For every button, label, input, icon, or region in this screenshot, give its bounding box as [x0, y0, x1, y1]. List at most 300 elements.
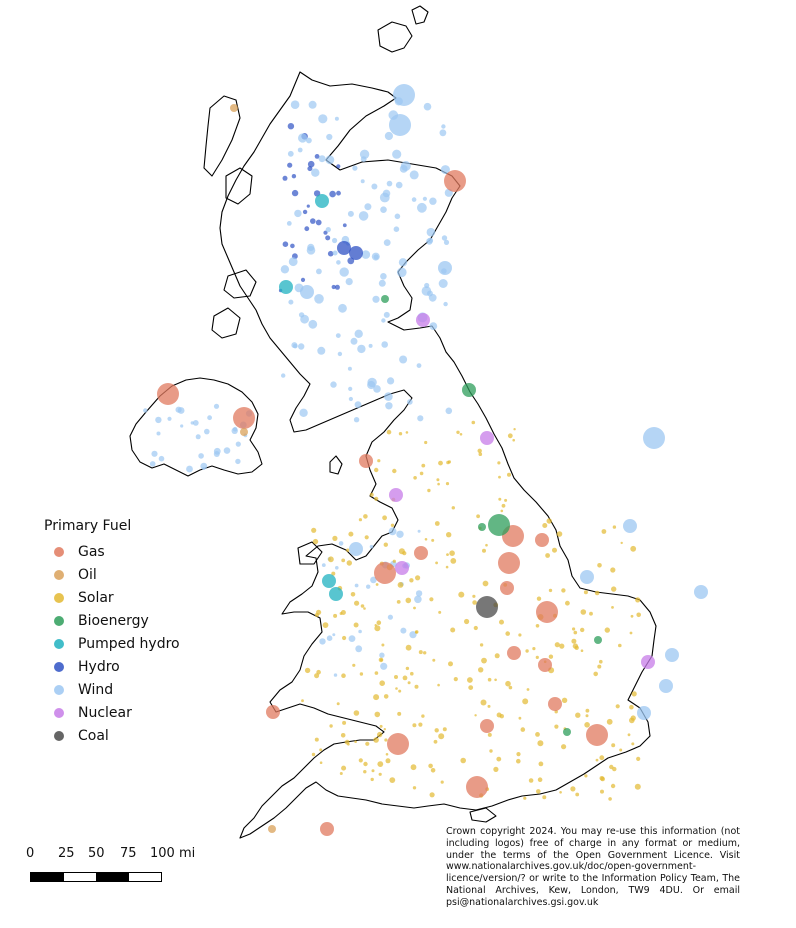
plant-marker-wind [364, 203, 371, 210]
plant-marker-wind [379, 653, 384, 658]
plant-marker-wind [389, 528, 397, 536]
plant-marker-solar [411, 764, 417, 770]
plant-marker-solar [340, 772, 343, 775]
plant-marker-solar [496, 757, 501, 762]
legend-items [44, 540, 234, 747]
plant-marker-hydro [316, 220, 322, 226]
plant-marker-wind [299, 409, 307, 417]
plant-marker-hydro [292, 190, 298, 196]
plant-marker-hydro [301, 278, 305, 282]
plant-marker-wind [384, 312, 390, 318]
plant-marker-solar [421, 464, 425, 468]
plant-marker-wind [196, 434, 201, 439]
plant-marker-wind [311, 169, 319, 177]
plant-marker-solar [373, 694, 379, 700]
plant-marker-pumped-hydro [315, 194, 329, 208]
plant-marker-wind [338, 352, 342, 356]
plant-marker-wind [322, 563, 326, 567]
plant-marker-solar [522, 698, 528, 704]
plant-marker-solar [488, 733, 492, 737]
plant-marker-solar [508, 433, 513, 438]
plant-marker-wind [439, 279, 448, 288]
plant-marker-solar [497, 461, 500, 464]
scale-bar [22, 846, 202, 896]
plant-marker-solar [443, 727, 447, 731]
plant-marker-wind [371, 184, 377, 190]
legend-label: Coal [78, 727, 109, 744]
plant-marker-solar [437, 483, 440, 486]
plant-marker-wind [186, 466, 193, 473]
plant-marker-solar [386, 758, 391, 763]
map-legend [44, 518, 234, 747]
scale-label-75: 75 [120, 846, 137, 861]
plant-marker-hydro [325, 235, 330, 240]
plant-marker-solar [315, 738, 319, 742]
plant-marker-solar [380, 725, 383, 728]
plant-marker-solar [516, 752, 520, 756]
great-britain-outline [220, 72, 656, 838]
plant-marker-wind [346, 278, 353, 285]
plant-marker-solar [629, 705, 634, 710]
plant-marker-hydro [329, 191, 336, 198]
plant-marker-solar [354, 601, 359, 606]
plant-marker-wind [384, 239, 391, 246]
plant-marker-wind [340, 267, 349, 276]
plant-marker-wind [385, 132, 393, 140]
plant-marker-solar [436, 478, 439, 481]
scale-label-100: 100 mi [150, 846, 196, 861]
plant-marker-wind [308, 320, 317, 329]
plant-marker-solar [370, 493, 374, 497]
plant-marker-solar [636, 757, 640, 761]
plant-marker-wind [155, 417, 161, 423]
legend-swatch [54, 547, 64, 557]
plant-marker-solar [329, 724, 332, 727]
plant-marker-solar [499, 620, 504, 625]
plant-marker-solar [575, 646, 579, 650]
legend-item-gas [44, 540, 234, 563]
plant-marker-solar [561, 744, 566, 749]
plant-marker-solar [381, 644, 384, 647]
legend-item-bioenergy [44, 609, 234, 632]
plant-marker-solar [377, 620, 382, 625]
plant-marker-solar [398, 690, 401, 693]
plant-marker-solar [352, 664, 355, 667]
copyright-notice: Crown copyright 2024. You may re-use this information (not including logos) free of charge in any format or medium, under the terms of the Open Government Licence. Visit www.nationalarchives.gov.uk/doc/open-government-licence/version/? or write to the Information Policy Team, The National Archives, Kew, London, TW9 4DU. Or email psi@nationalarchives.gsi.gov.uk [446, 826, 740, 908]
legend-item-pumped-hydro [44, 632, 234, 655]
plant-marker-solar [373, 737, 379, 743]
plant-marker-wind [423, 197, 427, 201]
legend-item-solar [44, 586, 234, 609]
plant-marker-solar [371, 778, 374, 781]
legend-swatch [54, 639, 64, 649]
plant-marker-wind [361, 156, 367, 162]
scale-label-25: 25 [58, 846, 75, 861]
plant-marker-solar [488, 678, 492, 682]
scale-segment [64, 873, 97, 881]
legend-label: Gas [78, 543, 105, 560]
plant-marker-solar [384, 738, 387, 741]
plant-marker-wind [387, 377, 394, 384]
plant-marker-wind [299, 312, 304, 317]
plant-marker-oil [240, 428, 248, 436]
plant-marker-wind [326, 155, 335, 164]
plant-marker-solar [420, 472, 424, 476]
islay-outline [212, 308, 240, 338]
plant-marker-solar [468, 685, 473, 690]
plant-marker-wind [370, 545, 374, 549]
plant-marker-wind [330, 381, 336, 387]
plant-marker-solar [346, 549, 349, 552]
legend-swatch [54, 708, 64, 718]
plant-marker-wind [388, 615, 393, 620]
plant-marker-wind [334, 673, 337, 676]
plant-marker-solar [575, 793, 579, 797]
plant-marker-solar [635, 597, 640, 602]
plant-marker-wind [389, 114, 411, 136]
plant-marker-wind [429, 294, 437, 302]
plant-marker-solar [421, 714, 424, 717]
plant-marker-solar [384, 694, 389, 699]
plant-marker-solar [374, 468, 378, 472]
plant-marker-wind [417, 203, 427, 213]
plant-marker-wind [287, 221, 292, 226]
legend-label: Pumped hydro [78, 635, 180, 652]
plant-marker-wind [372, 253, 380, 261]
plant-marker-hydro [337, 241, 351, 255]
plant-marker-wind [665, 648, 679, 662]
plant-marker-hydro [343, 223, 347, 227]
plant-marker-wind [416, 590, 422, 596]
plant-marker-solar [446, 532, 451, 537]
plant-marker-pumped-hydro [329, 587, 343, 601]
plant-marker-wind [332, 633, 335, 636]
plant-marker-solar [435, 521, 440, 526]
plant-marker-wind [326, 134, 332, 140]
plant-marker-solar [446, 482, 449, 485]
plant-marker-hydro [307, 166, 312, 171]
plant-marker-wind [381, 318, 385, 322]
plant-marker-wind [198, 453, 204, 459]
legend-item-coal [44, 724, 234, 747]
plant-marker-solar [599, 755, 604, 760]
plant-marker-solar [337, 702, 340, 705]
plant-marker-solar [415, 575, 420, 580]
legend-label: Hydro [78, 658, 120, 675]
plant-marker-solar [599, 660, 603, 664]
plant-marker-wind [407, 399, 413, 405]
plant-marker-wind [281, 265, 289, 273]
plant-marker-wind [191, 421, 194, 424]
plant-marker-solar [391, 524, 394, 527]
plant-marker-wind [424, 103, 432, 111]
plant-marker-solar [458, 592, 464, 598]
plant-marker-solar [354, 623, 359, 628]
plant-marker-solar [521, 727, 526, 732]
plant-marker-bioenergy [478, 523, 486, 531]
plant-marker-solar [456, 431, 459, 434]
plant-marker-solar [605, 627, 610, 632]
plant-marker-solar [363, 762, 367, 766]
plant-marker-wind [373, 385, 381, 393]
plant-marker-bioenergy [462, 383, 476, 397]
plant-marker-wind [369, 344, 373, 348]
plant-marker-gas [480, 719, 494, 733]
plant-marker-solar [584, 774, 587, 777]
plant-marker-solar [448, 661, 453, 666]
plant-marker-solar [375, 712, 381, 718]
plant-marker-wind [387, 181, 393, 187]
plant-marker-solar [632, 691, 637, 696]
plant-marker-solar [431, 539, 434, 542]
plant-marker-hydro [336, 164, 340, 168]
plant-marker-wind [294, 210, 301, 217]
plant-marker-solar [636, 613, 641, 618]
plant-marker-wind [336, 333, 341, 338]
plant-marker-solar [536, 624, 540, 628]
plant-marker-solar [408, 681, 411, 684]
plant-marker-wind [318, 114, 327, 123]
plant-marker-solar [611, 784, 615, 788]
plant-marker-solar [538, 777, 543, 782]
plant-marker-solar [347, 560, 352, 565]
plant-marker-solar [575, 713, 580, 718]
plant-marker-hydro [283, 241, 289, 247]
plant-marker-solar [363, 514, 368, 519]
plant-marker-solar [509, 686, 513, 690]
plant-marker-wind [352, 166, 357, 171]
legend-label: Solar [78, 589, 114, 606]
plant-marker-gas [536, 601, 558, 623]
plant-marker-hydro [287, 163, 292, 168]
plant-marker-wind [355, 401, 362, 408]
scale-label-50: 50 [88, 846, 105, 861]
plant-marker-solar [502, 504, 506, 508]
plant-marker-wind [298, 343, 304, 349]
plant-marker-solar [354, 740, 357, 743]
plant-marker-solar [586, 714, 589, 717]
plant-marker-solar [597, 563, 602, 568]
plant-marker-oil [268, 825, 276, 833]
plant-marker-wind [288, 151, 294, 157]
plant-marker-solar [483, 581, 489, 587]
plant-marker-solar [446, 553, 449, 556]
plant-marker-wind [316, 269, 322, 275]
scale-segment [129, 873, 162, 881]
plant-marker-solar [363, 770, 366, 773]
plant-marker-gas [320, 822, 334, 836]
plant-marker-solar [418, 723, 422, 727]
plant-marker-gas [359, 454, 373, 468]
scale-segment [31, 873, 64, 881]
plant-marker-wind [339, 541, 344, 546]
plant-marker-coal [476, 596, 498, 618]
plant-marker-solar [498, 476, 501, 479]
plant-marker-solar [559, 644, 564, 649]
legend-label: Nuclear [78, 704, 132, 721]
plant-marker-wind [349, 542, 363, 556]
legend-swatch [54, 685, 64, 695]
plant-marker-solar [478, 667, 483, 672]
plant-marker-solar [545, 553, 550, 558]
plant-marker-solar [565, 601, 570, 606]
plant-marker-solar [547, 518, 552, 523]
plant-marker-solar [479, 452, 483, 456]
plant-marker-solar [518, 633, 521, 636]
plant-marker-solar [472, 595, 475, 598]
plant-marker-solar [597, 665, 601, 669]
plant-marker-solar [489, 749, 492, 752]
plant-marker-solar [377, 761, 383, 767]
plant-marker-solar [428, 764, 433, 769]
plant-marker-gas [535, 533, 549, 547]
plant-marker-wind [380, 206, 387, 213]
plant-marker-solar [363, 607, 366, 610]
plant-marker-solar [493, 767, 498, 772]
plant-marker-solar [315, 613, 319, 617]
plant-marker-solar [581, 609, 587, 615]
plant-marker-solar [536, 789, 541, 794]
plant-marker-wind [380, 663, 387, 670]
plant-marker-wind [214, 448, 221, 455]
plant-marker-solar [516, 759, 521, 764]
plant-marker-solar [397, 712, 401, 716]
plant-marker-solar [630, 632, 633, 635]
plant-marker-wind [167, 417, 171, 421]
plant-marker-solar [450, 628, 455, 633]
plant-marker-wind [381, 341, 388, 348]
plant-marker-solar [423, 651, 426, 654]
plant-marker-gas [266, 705, 280, 719]
plant-marker-hydro [303, 210, 307, 214]
plant-marker-solar [394, 675, 398, 679]
plant-marker-solar [341, 733, 346, 738]
plant-marker-wind [288, 300, 293, 305]
plant-marker-solar [472, 421, 476, 425]
plant-marker-solar [494, 679, 497, 682]
plant-marker-wind [355, 645, 362, 652]
plant-marker-wind [204, 429, 210, 435]
plant-marker-solar [351, 592, 356, 597]
plant-marker-wind [441, 124, 445, 128]
plant-marker-solar [384, 728, 386, 730]
plant-marker-wind [348, 367, 352, 371]
plant-marker-solar [446, 461, 450, 465]
plant-marker-pumped-hydro [279, 280, 293, 294]
plant-marker-solar [481, 658, 487, 664]
plant-marker-solar [341, 766, 346, 771]
plant-marker-solar [395, 687, 398, 690]
plant-marker-solar [359, 758, 363, 762]
plant-marker-solar [413, 476, 417, 480]
plant-marker-solar [412, 723, 416, 727]
plant-marker-solar [536, 656, 539, 659]
plant-marker-solar [379, 680, 385, 686]
plant-marker-wind [335, 566, 339, 570]
plant-marker-wind [357, 345, 365, 353]
plant-marker-nuclear [641, 655, 655, 669]
plant-marker-solar [616, 704, 620, 708]
plant-marker-wind [202, 467, 205, 470]
plant-marker-nuclear [416, 313, 430, 327]
plant-marker-solar [399, 432, 402, 435]
legend-swatch [54, 593, 64, 603]
plant-marker-solar [438, 733, 444, 739]
plant-marker-solar [435, 728, 439, 732]
plant-marker-wind [438, 261, 452, 275]
plant-marker-solar [377, 732, 382, 737]
plant-marker-solar [584, 722, 590, 728]
plant-marker-solar [374, 497, 378, 501]
plant-marker-wind [392, 150, 401, 159]
plant-marker-wind [298, 148, 303, 153]
legend-item-wind [44, 678, 234, 701]
plant-marker-solar [580, 628, 584, 632]
plant-marker-solar [505, 631, 510, 636]
plant-marker-wind [335, 117, 339, 121]
plant-marker-solar [631, 715, 636, 720]
plant-marker-solar [386, 753, 389, 756]
plant-marker-hydro [288, 123, 294, 129]
plant-marker-wind [396, 531, 403, 538]
legend-swatch [54, 731, 64, 741]
scale-bar-segments [30, 872, 162, 882]
plant-marker-solar [311, 528, 316, 533]
plant-marker-gas [498, 552, 520, 574]
plant-marker-wind [354, 417, 359, 422]
plant-marker-solar [464, 619, 469, 624]
plant-marker-solar [406, 667, 409, 670]
plant-marker-solar [452, 506, 455, 509]
plant-marker-solar [435, 562, 438, 565]
plant-marker-wind [372, 296, 379, 303]
plant-marker-gas [548, 697, 562, 711]
plant-marker-solar [454, 677, 458, 681]
plant-marker-solar [607, 719, 613, 725]
plant-marker-solar [608, 797, 612, 801]
plant-marker-solar [332, 536, 337, 541]
plant-marker-wind [332, 238, 337, 243]
legend-swatch [54, 616, 64, 626]
plant-marker-wind [327, 635, 333, 641]
plant-marker-solar [460, 758, 466, 764]
plant-marker-solar [628, 733, 631, 736]
plant-marker-solar [397, 600, 401, 604]
plant-marker-solar [419, 650, 423, 654]
plant-marker-wind [326, 227, 331, 232]
legend-label: Wind [78, 681, 114, 698]
plant-marker-solar [527, 688, 530, 691]
plant-marker-solar [519, 717, 522, 720]
plant-marker-solar [323, 622, 329, 628]
plant-marker-solar [611, 606, 614, 609]
plant-marker-solar [341, 673, 346, 678]
plant-marker-solar [372, 769, 375, 772]
plant-marker-solar [478, 449, 482, 453]
plant-marker-solar [474, 714, 476, 716]
plant-marker-solar [379, 658, 384, 663]
plant-marker-solar [438, 461, 443, 466]
plant-marker-wind [348, 211, 354, 217]
plant-marker-wind [422, 286, 432, 296]
plant-marker-solar [341, 610, 346, 615]
plant-marker-wind [236, 442, 241, 447]
plant-marker-wind [338, 304, 347, 313]
legend-label: Bioenergy [78, 612, 149, 629]
plant-marker-gas [157, 383, 179, 405]
plant-marker-solar [348, 532, 353, 537]
legend-title: Primary Fuel [44, 518, 132, 534]
